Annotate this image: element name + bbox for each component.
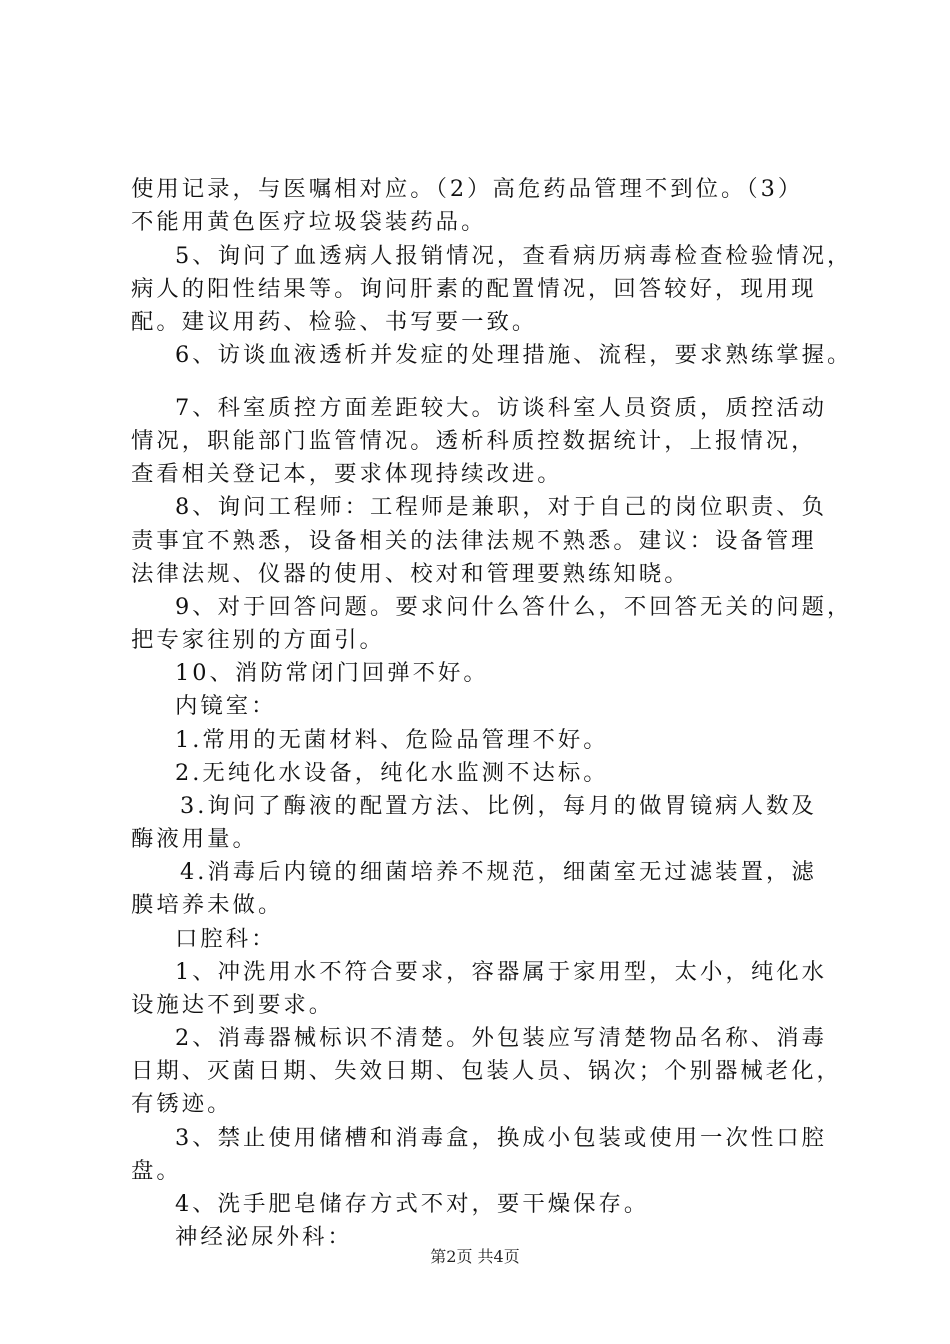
text-line: 把专家往别的方面引。 [131, 627, 385, 653]
text-line: 膜培养未做。 [131, 892, 284, 918]
text-line: 日期、灭菌日期、失效日期、包装人员、锅次；个别器械老化， [131, 1058, 842, 1084]
text-line: 7、科室质控方面差距较大。访谈科室人员资质，质控活动 [175, 395, 828, 421]
text-line: 8、询问工程师：工程师是兼职，对于自己的岗位职责、负 [175, 494, 828, 520]
text-line: 2、消毒器械标识不清楚。外包装应写清楚物品名称、消毒 [175, 1025, 828, 1051]
text-line: 4、洗手肥皂储存方式不对，要干燥保存。 [175, 1191, 650, 1217]
text-line: 1.常用的无菌材料、危险品管理不好。 [175, 727, 609, 753]
text-line: 9、对于回答问题。要求问什么答什么，不回答无关的问题， [175, 594, 853, 620]
text-line: 使用记录，与医嘱相对应。（2）高危药品管理不到位。（3） [131, 176, 804, 202]
text-line: 设施达不到要求。 [131, 992, 335, 1018]
text-line: 责事宜不熟悉，设备相关的法律法规不熟悉。建议：设备管理 [131, 528, 817, 554]
text-line: 不能用黄色医疗垃圾袋装药品。 [131, 209, 487, 235]
text-line: 查看相关登记本，要求体现持续改进。 [131, 461, 563, 487]
text-line: 3、禁止使用储槽和消毒盒，换成小包装或使用一次性口腔 [175, 1125, 828, 1151]
text-line: 法律法规、仪器的使用、校对和管理要熟练知晓。 [131, 561, 690, 587]
text-line: 2.无纯化水设备，纯化水监测不达标。 [175, 760, 609, 786]
section-heading: 神经泌尿外科： [175, 1224, 353, 1250]
text-line: 盘。 [131, 1158, 182, 1184]
section-heading: 内镜室： [175, 693, 277, 719]
text-line: 5、询问了血透病人报销情况，查看病历病毒检查检验情况， [175, 243, 853, 269]
text-line: 4.消毒后内镜的细菌培养不规范，细菌室无过滤装置，滤 [180, 859, 817, 885]
text-line: 有锈迹。 [131, 1091, 233, 1117]
section-heading: 口腔科： [175, 926, 277, 952]
text-line: 病人的阳性结果等。询问肝素的配置情况，回答较好，现用现 [131, 276, 817, 302]
page-footer: 第2页 共4页 [430, 1247, 520, 1266]
text-line: 情况，职能部门监管情况。透析科质控数据统计，上报情况， [131, 428, 817, 454]
text-line: 3.询问了酶液的配置方法、比例，每月的做胃镜病人数及 [180, 793, 817, 819]
text-line: 1、冲洗用水不符合要求，容器属于家用型，太小，纯化水 [175, 959, 828, 985]
text-line: 配。建议用药、检验、书写要一致。 [131, 309, 538, 335]
text-line: 酶液用量。 [131, 826, 258, 852]
text-line: 6、访谈血液透析并发症的处理措施、流程，要求熟练掌握。 [175, 342, 853, 368]
text-line: 10、消防常闭门回弹不好。 [175, 660, 489, 686]
